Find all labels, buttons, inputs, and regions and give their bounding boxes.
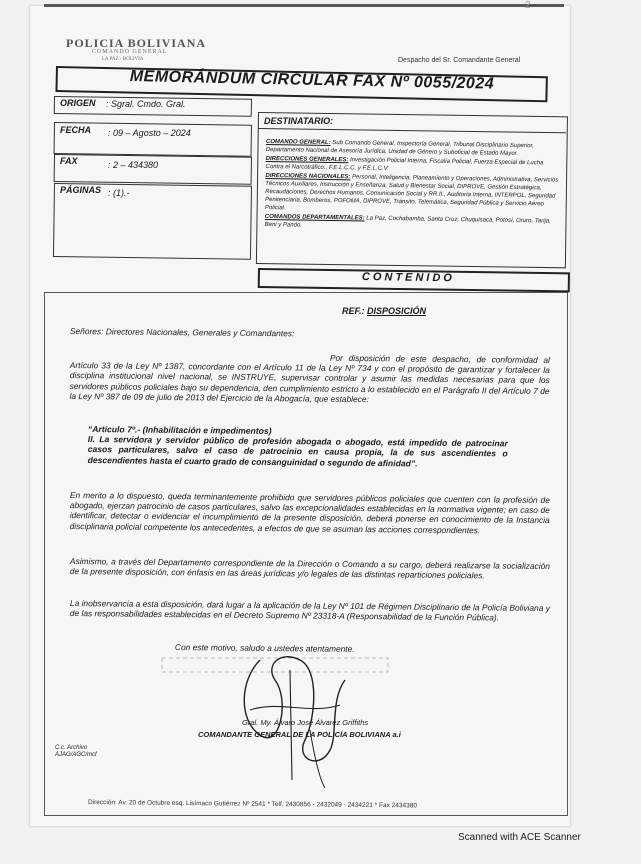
contenido-heading: CONTENIDO (361, 271, 455, 285)
comando-general-heading: COMANDO GENERAL: (265, 138, 331, 147)
direcciones-nacionales-heading: DIRECCIONES NACIONALES: (265, 172, 351, 181)
scan-edge (44, 4, 564, 7)
comandos-departamentales-text: La Paz, Cochabamba, Santa Cruz, Chuquisaca, Potosí, Oruro, Tarija, Beni y Pando. (264, 215, 551, 229)
corner-mark: 2 (525, 0, 531, 11)
paginas-value: : (1).- (108, 188, 130, 198)
org-subtitle: COMANDO GENERAL (92, 49, 168, 55)
cc-line-1: C.c. Archivo (55, 745, 88, 751)
signatory-name: Gral. My. Álvaro José Álvarez Griffiths (242, 718, 369, 727)
paragraph-3: Asimismo, a través del Departamento correspondiente de la Dirección o Comando a su cargo, deberá realizarse la socialización de la presente disposición, con énfasis en las áreas jurídicas y/o legales de las distintas reparticiones policiales. (69, 556, 550, 581)
fax-value: : 2 – 434380 (108, 160, 159, 170)
org-name: POLICIA BOLIVIANA (66, 36, 207, 50)
comandos-departamentales-heading: COMANDOS DEPARTAMENTALES: (264, 213, 365, 222)
paragraph-4: La inobservancia a esta disposición, dará lugar a la aplicación de la Ley Nº 101 de Régimen Disciplinario de la Policía Boliviana y de las responsabilidades establecidas en el Decreto Supremo Nº 23318-A (Responsabilidad de la Función Pública). (69, 598, 550, 623)
memo-title: MEMORÁNDUM CIRCULAR FAX Nº 0055/2024 (129, 68, 495, 93)
comando-general-text: Sub Comando General, Inspectoría General, Tribunal Disciplinario Superior, Departamento Nacional de Asesoría Jurídica, Unidad de Género y Suboficial de Estado Mayor. (265, 140, 534, 157)
despacho-label: Despacho del Sr. Comandante General (398, 57, 521, 64)
paginas-label: PÁGINAS (60, 185, 102, 195)
direcciones-nacionales-text: Personal, Inteligencia, Planeamiento y Operaciones, Administrativa, Servicios Técnicos Auxiliares, Instrucción y Enseñanza, Salud y Bienestar Social, DIPROVE, Gestión Estratégica, Recaudaciones, Derechos Humanos, Comunicación Social y RR.II., Auditoría Interna, INTERPOL, Seguridad Penitenciaria, Bomberos, POFOMA, DIPROVE, Tránsito, Telemática, Seguridad Pública y Servicio Aéreo Policial. (264, 174, 559, 212)
fecha-value: : 09 – Agosto – 2024 (108, 128, 191, 138)
closing: Con este motivo, saludo a ustedes atentamente. (174, 642, 355, 654)
ref-label: REF.: (342, 306, 365, 316)
fax-label: FAX (60, 156, 78, 166)
paragraph-2: En merito a lo dispuesto, queda terminantemente prohibido que servidores públicos policiales que cuenten con la profesión de abogado, ejerzan patrocinio de casos particulares, salvo las excepcionalidades establecidas en la normativa vigente; en caso de identificar, detectar o evidenciar el incumplimiento de la presente disposición, deberá ponerse en conocimiento de la Instancia disciplinaria policial competente los antecedentes, a efectos de que se asuman las acciones correspondientes. (69, 490, 550, 535)
fecha-label: FECHA (60, 125, 91, 135)
salutation: Señores: Directores Nacionales, Generales y Comandantes: (69, 326, 295, 339)
signature-scribble (220, 640, 360, 790)
paragraph-1: Por disposición de este despacho, de conformidad al Artículo 33 de la Ley Nº 1387, concordante con el Artículo 11 de la Ley Nº 734 y con el propósito de garantizar y fortalecer la disciplina institucional nivel nacional, se INSTRUYE, supervisar controlar y asumir las medidas necesarias para que los servidores públicos policiales bajo su dependencia, den cumplimiento estricto a lo establecido en el Parágrafo II del Artículo 7 de la Ley Nº 387 de 09 de julio de 2013 del Ejercicio de la Abogacía, que establece: (69, 352, 550, 404)
destinatario-list (265, 138, 562, 235)
article-text: II. La servidora y servidor público de profesión abogada o abogado, está impedido de patrocinar casos particulares, salvo el caso de patrocinio en causa propia, la de sus ascendientes o descendientes hasta el cuarto grado de consanguinidad o segundo de afinidad”. (87, 434, 508, 469)
org-location: LA PAZ - BOLIVIA (102, 57, 144, 62)
destinatario-label: DESTINATARIO: (264, 116, 334, 126)
ref-value: DISPOSICIÓN (367, 306, 427, 316)
cc-line-2: AJAG/AGC/mcf (55, 752, 97, 758)
direcciones-generales-text: Investigación Policial Interna, Fiscalía Policial, Fuerza Especial de Lucha Contra el Narcotráfico., F.E.L.C.C. y F.E.L.C.V. (265, 157, 544, 172)
scanner-watermark: Scanned with ACE Scanner (458, 832, 581, 843)
direcciones-generales-heading: DIRECCIONES GENERALES: (265, 155, 349, 164)
signatory-title: COMANDANTE GENERAL DE LA POLICÍA BOLIVIANA a.i (198, 730, 401, 739)
footer-address: Dirección: Av. 20 de Octubre esq. Lisímaco Gutiérrez Nº 2541 * Telf. 2430856 - 2432049 - 2434221 * Fax 2434380 (87, 799, 418, 810)
origen-value: : Sgral. Cmdo. Gral. (106, 99, 186, 109)
article-title: “Artículo 7º.- (Inhabilitación e impedimentos) (87, 424, 272, 436)
article-quote (88, 424, 508, 469)
reference (342, 306, 426, 316)
origen-label: ORIGEN (60, 98, 96, 108)
carbon-copy (55, 745, 97, 759)
